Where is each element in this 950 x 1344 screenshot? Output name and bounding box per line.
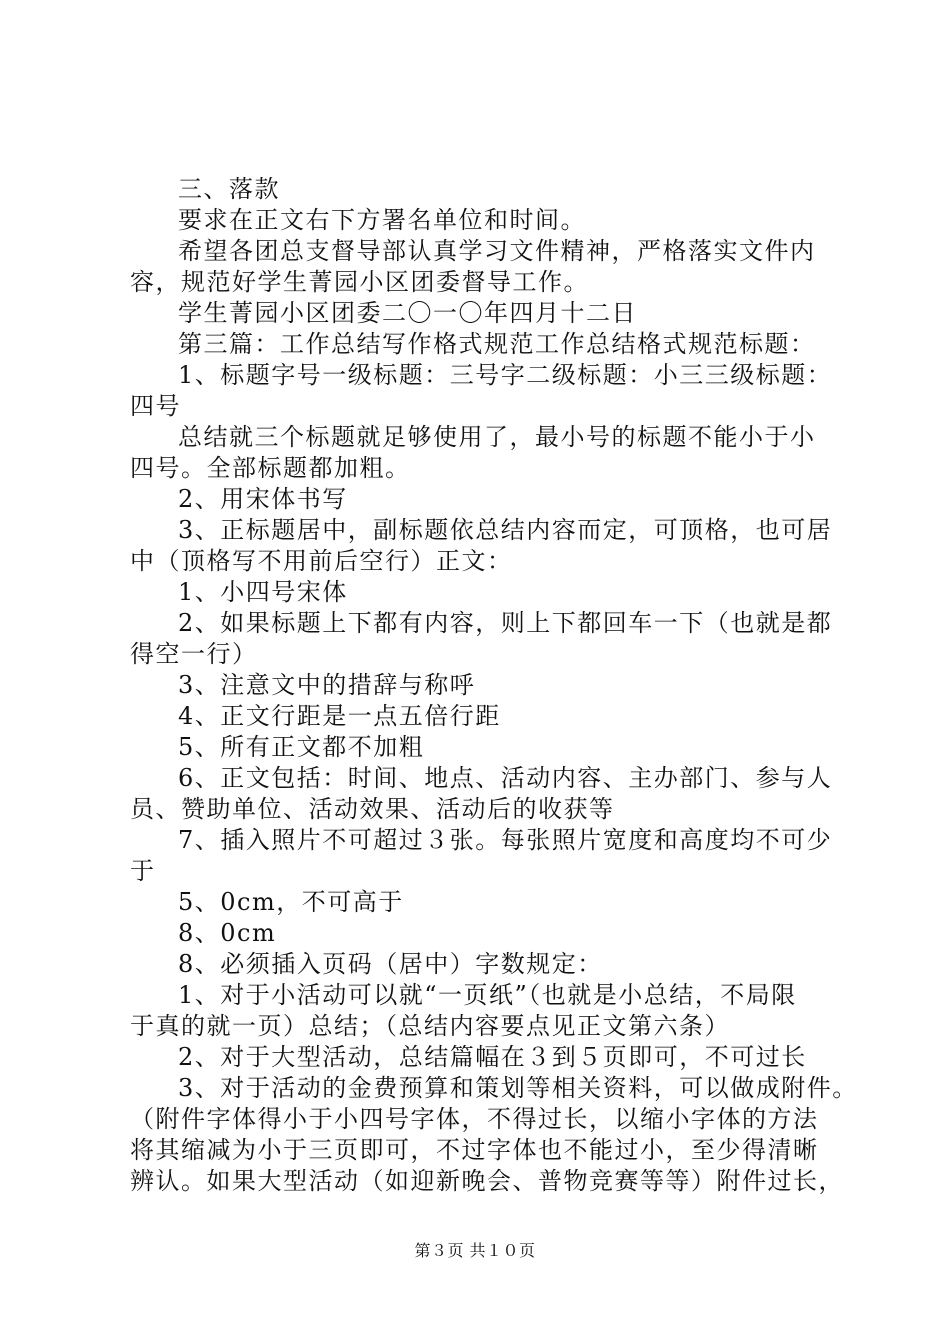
text-line: 1、标题字号一级标题：三号字二级标题：小三三级标题： bbox=[178, 361, 833, 389]
text-line: 3、对于活动的金费预算和策划等相关资料，可以做成附件。 bbox=[178, 1074, 858, 1102]
text-line: 辨认。如果大型活动（如迎新晚会、普物竞赛等等）附件过长， bbox=[130, 1167, 844, 1195]
text-line: 6、正文包括：时间、地点、活动内容、主办部门、参与人 bbox=[178, 764, 833, 792]
text-line: 要求在正文右下方署名单位和时间。 bbox=[178, 206, 586, 234]
text-line: 希望各团总支督导部认真学习文件精神，严格落实文件内 bbox=[178, 237, 816, 265]
text-line: 于 bbox=[130, 857, 156, 885]
text-line: 2、如果标题上下都有内容，则上下都回车一下（也就是都 bbox=[178, 609, 833, 637]
text-line: 四号 bbox=[130, 392, 181, 420]
text-line: 3、注意文中的措辞与称呼 bbox=[178, 671, 476, 699]
text-line: 2、对于大型活动，总结篇幅在３到５页即可，不可过长 bbox=[178, 1043, 807, 1071]
text-line: 总结就三个标题就足够使用了，最小号的标题不能小于小 bbox=[178, 423, 816, 451]
text-line: （附件字体得小于小四号字体，不得过长，以缩小字体的方法 bbox=[130, 1105, 819, 1133]
document-body bbox=[130, 174, 858, 1197]
text-line: 8、0cm bbox=[178, 919, 277, 947]
text-line: 得空一行） bbox=[130, 640, 258, 668]
text-line: 员、赞助单位、活动效果、活动后的收获等 bbox=[130, 795, 615, 823]
text-line: 5、所有正文都不加粗 bbox=[178, 733, 425, 761]
text-line: 容，规范好学生菁园小区团委督导工作。 bbox=[130, 268, 589, 296]
page-footer: 第３页 共１０页 bbox=[414, 1241, 536, 1260]
text-line: 7、插入照片不可超过３张。每张照片宽度和高度均不可少 bbox=[178, 826, 833, 854]
text-line: 第三篇：工作总结写作格式规范工作总结格式规范标题： bbox=[178, 330, 816, 358]
text-line: 4、正文行距是一点五倍行距 bbox=[178, 702, 501, 730]
text-line: 8、必须插入页码（居中）字数规定： bbox=[178, 950, 603, 978]
text-line: 2、用宋体书写 bbox=[178, 485, 348, 513]
text-line: 1、小四号宋体 bbox=[178, 578, 348, 606]
text-line: 3、正标题居中，副标题依总结内容而定，可顶格，也可居 bbox=[178, 516, 833, 544]
text-line: 四号。全部标题都加粗。 bbox=[130, 454, 411, 482]
text-line: 1、对于小活动可以就“一页纸”（也就是小总结，不局限 bbox=[178, 981, 797, 1009]
text-line: 将其缩减为小于三页即可，不过字体也不能过小，至少得清晰 bbox=[130, 1136, 819, 1164]
text-line: 三、落款 bbox=[178, 175, 280, 203]
text-line: 5、0cm，不可高于 bbox=[178, 888, 404, 916]
text-line: 中（顶格写不用前后空行）正文： bbox=[130, 547, 513, 575]
text-line: 学生菁园小区团委二〇一〇年四月十二日 bbox=[178, 299, 637, 327]
text-line: 于真的就一页）总结；（总结内容要点见正文第六条） bbox=[130, 1012, 730, 1040]
